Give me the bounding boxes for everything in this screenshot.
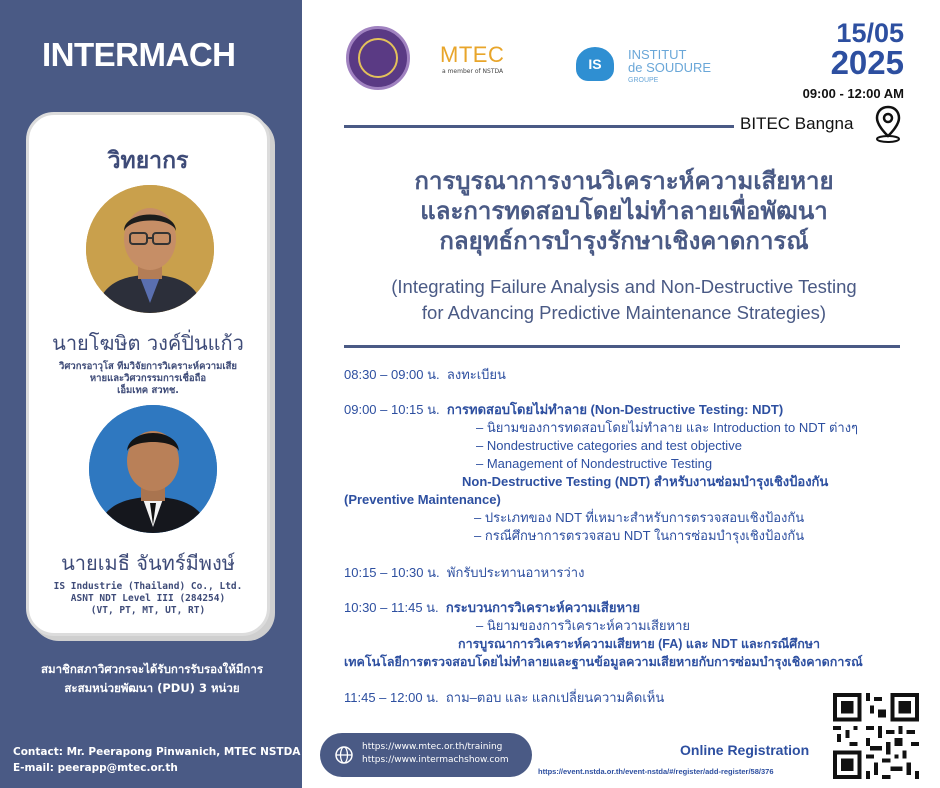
mtec-logo: MTEC (440, 42, 505, 67)
intermach-logo: INTERMACH (42, 36, 236, 73)
contact-email[interactable]: E-mail: peerapp@mtec.or.th (13, 762, 178, 774)
website-links (320, 733, 532, 777)
session-2b-title-cont: เทคโนโลยีการตรวจสอบโดยไม่ทำลายและฐานข้อมูลความเสียหายกับการซ่อมบำรุงเชิงคาดการณ์ (344, 655, 863, 669)
pdu-note: สมาชิกสภาวิศวกรจะได้รับการรับรองให้มีการ สะสมหน่วยพัฒนา (PDU) 3 หน่วย (40, 662, 264, 695)
intermach-link[interactable]: https://www.intermachshow.com (362, 755, 509, 765)
title-divider (344, 345, 900, 348)
session-1b-items: – ประเภทของ NDT ที่เหมาะสำหรับการตรวจสอบเชิงป้องกัน – กรณีศึกษาการตรวจสอบ NDT ในการซ่อมบำรุงเชิงป้องกัน (474, 510, 805, 543)
session-2-items: – นิยามของการวิเคราะห์ความเสียหาย (476, 618, 691, 633)
session-2b-title: การบูรณาการวิเคราะห์ความเสียหาย (FA) และ NDT และกรณีศึกษา (458, 637, 821, 651)
globe-icon (334, 745, 354, 765)
speaker-1-name: นายโฆษิต วงค์ปิ่นแก้ว (52, 331, 244, 355)
registration-qr-code[interactable] (833, 693, 919, 779)
speaker-2-name: นายเมธี จันทร์มีพงษ์ (61, 551, 235, 575)
schedule-qa: 11:45 – 12:00 น. ถาม–ตอบ และ แลกเปลี่ยนความคิดเห็น (344, 690, 665, 705)
schedule-break: 10:15 – 10:30 น. พักรับประทานอาหารว่าง (344, 565, 585, 580)
session-1b-title: Non-Destructive Testing (NDT) สำหรับงานซ่อมบำรุงเชิงป้องกัน (462, 474, 829, 489)
header-divider (344, 125, 734, 128)
session-1-items: – นิยามของการทดสอบโดยไม่ทำลาย และ Introduction to NDT ต่างๆ – Nondestructive categories and test objective – Management of Nondestructive Testing (476, 420, 859, 471)
location-pin-icon (872, 104, 904, 144)
schedule-session-1: 09:00 – 10:15 น. การทดสอบโดยไม่ทำลาย (Non-Destructive Testing: NDT) (344, 402, 784, 417)
event-venue: BITEC Bangna (740, 114, 854, 133)
schedule-registration: 08:30 – 09:00 น. ลงทะเบียน (344, 367, 506, 382)
left-panel (0, 0, 302, 788)
contact-name: Contact: Mr. Peerapong Pinwanich, MTEC NSTDA (13, 746, 301, 758)
speakers-title: วิทยากร (107, 148, 189, 174)
ministry-seal-logo (346, 26, 410, 90)
title-thai: การบูรณาการงานวิเคราะห์ความเสียหาย และการทดสอบโดยไม่ทำลายเพื่อพัฒนา กลยุทธ์การบำรุงรักษาเชิงคาดการณ์ (414, 167, 834, 255)
registration-url[interactable]: https://event.nstda.or.th/event-nstda/#/register/add-register/58/376 (538, 767, 774, 776)
speaker-2-info: IS Industrie (Thailand) Co., Ltd. ASNT NDT Level III (284254) (VT, PT, MT, UT, RT) (53, 581, 243, 616)
is-logo: IS (576, 47, 614, 81)
mtec-sub-logo: a member of NSTDA (442, 68, 504, 75)
session-1b-title-cont: (Preventive Maintenance) (344, 492, 501, 507)
speaker-2-photo (89, 405, 217, 533)
mtec-link[interactable]: https://www.mtec.or.th/training (362, 742, 503, 752)
speaker-1-info: วิศวกรอาวุโส ทีมวิจัยการวิเคราะห์ความเสีย หายและวิศวกรรมการเชื่อถือ เอ็มเทค สวทช. (59, 361, 237, 396)
speaker-1-photo (86, 185, 214, 313)
event-date: 15/05 2025 (830, 18, 904, 81)
schedule-session-2: 10:30 – 11:45 น. กระบวนการวิเคราะห์ความเสียหาย (344, 600, 640, 615)
speakers-card (26, 112, 270, 636)
contact-info (13, 744, 300, 776)
online-registration-label: Online Registration (680, 742, 810, 758)
title-english: (Integrating Failure Analysis and Non-Destructive Testing for Advancing Predictive Maintenance Strategies) (391, 276, 857, 323)
institut-soudure-logo: INSTITUT de SOUDURE GROUPE (628, 47, 712, 84)
event-time: 09:00 - 12:00 AM (802, 86, 904, 101)
